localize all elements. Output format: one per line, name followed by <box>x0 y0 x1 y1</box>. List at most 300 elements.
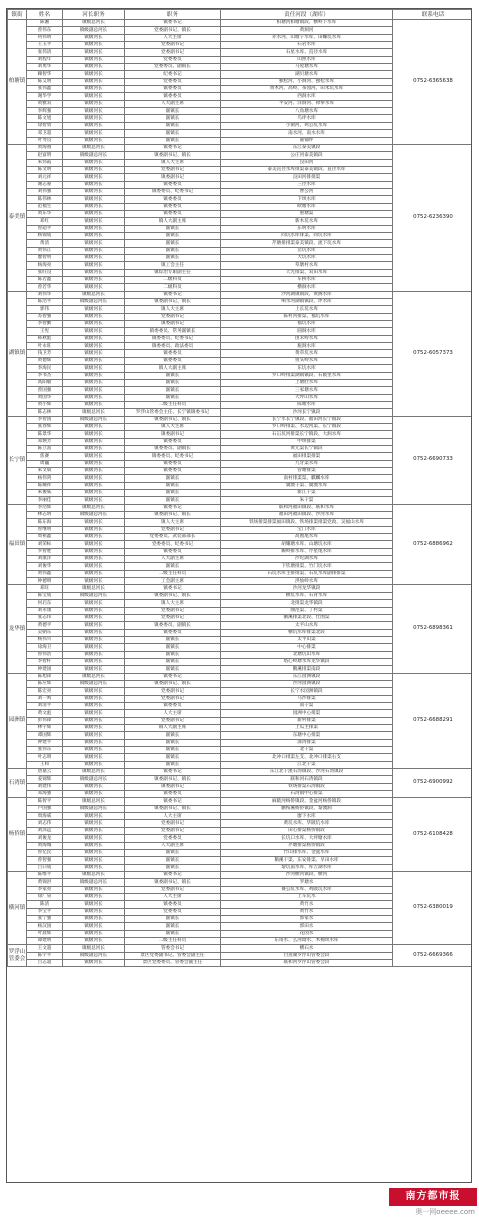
river-section-cell: 泰美直径水库排渠泰美镇段、直径水库 <box>221 166 393 173</box>
table-row <box>8 585 473 592</box>
river-section-cell: 北冲口排渠左支、北冲口排渠右支 <box>221 754 393 761</box>
chief-role-cell: 镇级河长 <box>63 651 125 658</box>
chief-role-cell: 镇级河长 <box>63 365 125 372</box>
name-cell: 黄东华 <box>27 210 63 217</box>
position-cell: 副镇长 <box>125 108 221 115</box>
river-section-cell: 郭田水 <box>221 923 393 930</box>
chief-role-cell: 镇级河长 <box>63 857 125 864</box>
chief-role-cell: 镇级河长 <box>63 475 125 482</box>
river-section-cell: 赤水河、山塘子水库、田螺坑水库 <box>221 34 393 41</box>
name-cell: 何启东 <box>27 600 63 607</box>
river-section-cell: 胡耀塘水库、山塘坑水库 <box>221 541 393 548</box>
name-cell: 陈立富 <box>27 445 63 452</box>
name-cell: 王玉平 <box>27 42 63 49</box>
name-cell: 黄锦洪 <box>27 879 63 886</box>
name-cell: 钟建平 <box>27 739 63 746</box>
chief-role-cell: 镇级河长 <box>63 269 125 276</box>
position-cell: 党委副书记 <box>125 526 221 533</box>
chief-role-cell: 镇级总河长 <box>63 798 125 805</box>
name-cell: 叶晨辉 <box>27 930 63 937</box>
table-row <box>8 20 473 27</box>
position-cell: 镇委委员、常务副镇长 <box>125 328 221 335</box>
position-cell: 人大副主席 <box>125 100 221 107</box>
chief-role-cell: 镇级河长 <box>63 343 125 350</box>
name-cell: 王文超 <box>27 945 63 952</box>
position-cell: 镇委副书记 <box>125 174 221 181</box>
chief-role-cell: 镇级河长 <box>63 820 125 827</box>
name-cell: 谢华学 <box>27 93 63 100</box>
town-cell: 泰美镇 <box>8 144 27 291</box>
chief-role-cell: 镇级副总河长 <box>63 879 125 886</box>
position-cell: 党委副书记、镇长 <box>125 27 221 34</box>
position-cell: 镇委书记 <box>125 504 221 511</box>
name-cell: 刘勇华 <box>27 64 63 71</box>
position-cell: 人大主席 <box>125 813 221 820</box>
river-section-cell: 横石水 <box>221 945 393 952</box>
chief-role-cell: 镇级河长 <box>63 34 125 41</box>
name-cell: 张春辉 <box>27 423 63 430</box>
river-section-cell: 九牙渠水库 <box>221 460 393 467</box>
river-section-cell: 下坝水库 <box>221 196 393 203</box>
header-town: 镇街 <box>8 10 27 20</box>
table-row <box>8 769 473 776</box>
position-cell: 副镇长 <box>125 761 221 768</box>
river-section-cell: 黄洞河 <box>221 27 393 34</box>
chief-role-cell: 镇级河长 <box>63 923 125 930</box>
position-cell: 副镇长 <box>125 636 221 643</box>
chief-role-cell: 镇级河长 <box>63 930 125 937</box>
name-cell: 罗智胜 <box>27 548 63 555</box>
chief-role-cell: 镇级河长 <box>63 835 125 842</box>
river-section-cell: 黄草坑水库 <box>221 350 393 357</box>
phone-cell: 0752-6669366 <box>393 945 473 967</box>
chief-role-cell: 镇级河长 <box>63 350 125 357</box>
name-cell: 朱伟霞 <box>27 159 63 166</box>
river-section-cell: 赖岭排水库、芹星尾水库 <box>221 548 393 555</box>
chief-role-cell: 镇级河长 <box>63 56 125 63</box>
position-cell: 镇委副书记、镇长 <box>125 776 221 783</box>
position-cell: 副镇长 <box>125 240 221 247</box>
position-cell: 镇委副书记、镇长 <box>125 592 221 599</box>
river-section-cell: 东角水、么河坳水、木棉坝水库 <box>221 937 393 944</box>
name-cell: 邓红 <box>27 218 63 225</box>
name-cell: 曾亿民 <box>27 849 63 856</box>
chief-role-cell: 镇级河长 <box>63 49 125 56</box>
town-cell: 横河镇 <box>8 871 27 944</box>
chief-role-cell: 镇级总河长 <box>63 144 125 151</box>
river-section-cell: 鹅溪干渠、东安排渠、早田水库 <box>221 857 393 864</box>
chief-role-cell: 镇级河长 <box>63 490 125 497</box>
chief-role-cell: 镇级河长 <box>63 188 125 195</box>
name-cell: 张旺良 <box>27 269 63 276</box>
river-section-cell: 三家塘水库 <box>221 387 393 394</box>
river-section-cell: 冀澳干渠、冀澳水库 <box>221 482 393 489</box>
chief-role-cell: 镇级河长 <box>63 702 125 709</box>
chief-role-cell: 镇级副总河长 <box>63 952 125 959</box>
chief-role-cell: 镇级总河长 <box>63 504 125 511</box>
name-cell: 刘程年 <box>27 56 63 63</box>
position-cell: 党委副书记 <box>125 49 221 56</box>
name-cell: 曾超平 <box>27 225 63 232</box>
name-cell: 刘建伟 <box>27 783 63 790</box>
name-cell: 黄雅双 <box>27 100 63 107</box>
name-cell: 李浩辉 <box>27 504 63 511</box>
town-cell: 湖镇镇 <box>8 291 27 416</box>
position-cell: 副镇长 <box>125 137 221 144</box>
name-cell: 黄海城 <box>27 842 63 849</box>
chief-role-cell: 镇级河长 <box>63 225 125 232</box>
chief-role-cell: 镇级河长 <box>63 196 125 203</box>
position-cell: 镇人大主席 <box>125 423 221 430</box>
position-cell: 镇委委员 <box>125 901 221 908</box>
name-cell: 李智国 <box>27 416 63 423</box>
chief-role-cell: 镇级河长 <box>63 614 125 621</box>
river-chief-table <box>7 9 472 967</box>
name-cell: 韩秋彪 <box>27 335 63 342</box>
name-cell: 刘伟强 <box>27 188 63 195</box>
chief-role-cell: 镇级河长 <box>63 541 125 548</box>
chief-role-cell: 镇级河长 <box>63 401 125 408</box>
name-cell: 刘荣标 <box>27 541 63 548</box>
name-cell: 陈湘 <box>27 20 63 27</box>
river-section-cell: 八角塘水库 <box>221 108 393 115</box>
position-cell: 镇委委员 <box>125 357 221 364</box>
river-section-cell: 黎坑南水库、库吉湖水库 <box>221 864 393 871</box>
river-section-cell: 东江园洲镇段 <box>221 673 393 680</box>
town-cell: 龙华镇 <box>8 585 27 673</box>
river-section-cell: 联和河罗浮山管委会段 <box>221 960 393 967</box>
position-cell: 党委副书记 <box>125 886 221 893</box>
chief-role-cell: 镇级河长 <box>63 445 125 452</box>
name-cell: 陈东海 <box>27 519 63 526</box>
position-cell: 镇委书记 <box>125 798 221 805</box>
name-cell: 杨伟剑 <box>27 475 63 482</box>
position-cell: 镇委副书记、镇长 <box>125 152 221 159</box>
chief-role-cell: 镇级河长 <box>63 313 125 320</box>
name-cell: 陈景华 <box>27 431 63 438</box>
name-cell: 吕曰成 <box>27 864 63 871</box>
town-cell: 杨侨镇 <box>8 798 27 871</box>
position-cell: 二级科员 <box>125 277 221 284</box>
chief-role-cell: 镇级副总河长 <box>63 776 125 783</box>
chief-role-cell: 镇级河长 <box>63 218 125 225</box>
river-section-cell: 大坑水库 <box>221 255 393 262</box>
river-section-cell: 东塘中心排渠 <box>221 732 393 739</box>
chief-role-cell: 镇级河长 <box>63 174 125 181</box>
river-section-cell: 小洞河、鸡公坑水库 <box>221 122 393 129</box>
river-section-cell: 洪仙岭水库 <box>221 578 393 585</box>
river-section-cell: 横坑水库排渠北段 <box>221 629 393 636</box>
river-section-cell: 赛公坑水库、鸡陂坑水库 <box>221 886 393 893</box>
name-cell: 李书杰 <box>27 372 63 379</box>
chief-role-cell: 镇级河长 <box>63 482 125 489</box>
river-section-cell: 南水河、南水水库 <box>221 130 393 137</box>
position-cell: 镇委委员 <box>125 438 221 445</box>
river-section-cell: 田心排渠杨侨镇段 <box>221 827 393 834</box>
river-section-cell: 福坑水库 <box>221 321 393 328</box>
chief-role-cell: 镇级河长 <box>63 159 125 166</box>
river-section-cell: 白莲湖罗浮山管委会段 <box>221 952 393 959</box>
chief-role-cell: 镇级河长 <box>63 93 125 100</box>
name-cell: 林宇辉 <box>27 725 63 732</box>
chief-role-cell: 镇级河长 <box>63 886 125 893</box>
position-cell: 副镇长 <box>125 394 221 401</box>
chief-role-cell: 镇级副总河长 <box>63 299 125 306</box>
phone-cell: 0752-6236390 <box>393 144 473 291</box>
river-section-cell: 园洲中心排渠 <box>221 710 393 717</box>
position-cell: 副镇长 <box>125 849 221 856</box>
river-section-cell: 福田河福田镇段、沙河水库 <box>221 512 393 519</box>
chief-role-cell: 镇级河长 <box>63 181 125 188</box>
position-cell: 副镇长 <box>125 255 221 262</box>
position-cell: 二级主任科员 <box>125 570 221 577</box>
position-cell: 副镇长 <box>125 915 221 922</box>
river-section-cell: 岳坑水库 <box>221 247 393 254</box>
name-cell: 刘永康 <box>27 607 63 614</box>
position-cell: 镇委书记 <box>125 585 221 592</box>
chief-role-cell: 镇级河长 <box>63 379 125 386</box>
chief-role-cell: 镇级河长 <box>63 335 125 342</box>
position-cell: 镇委副书记、镇长 <box>125 416 221 423</box>
table-row <box>8 945 473 952</box>
river-section-cell: 太平山水库 <box>221 622 393 629</box>
river-section-cell: 响水河湖镇镇段、坪水库 <box>221 299 393 306</box>
river-section-cell: 石冚坑河排渠长宁镇段、大洞水库 <box>221 431 393 438</box>
chief-role-cell: 镇级河长 <box>63 321 125 328</box>
position-cell: 镇委委员 <box>125 629 221 636</box>
position-cell: 党委副书记 <box>125 614 221 621</box>
position-cell: 镇委委员、纪委书记 <box>125 453 221 460</box>
chief-role-cell: 镇级河长 <box>63 791 125 798</box>
position-cell: 镇委委员、纪委书记 <box>125 335 221 342</box>
name-cell: 陈若鑫 <box>27 277 63 284</box>
position-cell: 镇委副书记 <box>125 321 221 328</box>
phone-cell: 0752-6898361 <box>393 585 473 673</box>
position-cell: 党委副书记 <box>125 695 221 702</box>
name-cell: 陈文明 <box>27 166 63 173</box>
river-section-cell: 铁场排渠排渠福田镇段、铁场排渠排渠党政、吴福山水库 <box>221 519 393 526</box>
river-section-cell: 南干渠 <box>221 702 393 709</box>
name-cell: 唐嘉云 <box>27 769 63 776</box>
river-section-cell: 郭家水 <box>221 915 393 922</box>
chief-role-cell: 镇级总河长 <box>63 291 125 298</box>
chief-role-cell: 镇级河长 <box>63 578 125 585</box>
name-cell: 刘康洋 <box>27 556 63 563</box>
position-cell: 镇委副书记、镇长 <box>125 805 221 812</box>
chief-role-cell: 镇级河长 <box>63 240 125 247</box>
chief-role-cell: 镇级副总河长 <box>63 805 125 812</box>
name-cell: 谭建明 <box>27 937 63 944</box>
table-row <box>8 504 473 511</box>
chief-role-cell: 镇级河长 <box>63 137 125 144</box>
chief-role-cell: 镇级河长 <box>63 247 125 254</box>
river-section-cell: 沙河园洲镇段 <box>221 680 393 687</box>
name-cell: 邓焕芳 <box>27 438 63 445</box>
position-cell: 党委委员 <box>125 835 221 842</box>
position-cell: 镇人大主席 <box>125 600 221 607</box>
river-section-cell: 山照水库 <box>221 56 393 63</box>
river-section-cell: 同坑水库排渠、同坑水库 <box>221 232 393 239</box>
chief-role-cell: 镇级河长 <box>63 467 125 474</box>
chief-role-cell: 镇级河长 <box>63 130 125 137</box>
phone-cell: 0752-6688291 <box>393 673 473 768</box>
position-cell: 人大主席 <box>125 710 221 717</box>
table-header-row <box>8 10 473 20</box>
river-section-cell: 陈塘水库 <box>221 401 393 408</box>
river-section-cell: 塔心岭塘水库龙华镇段 <box>221 658 393 665</box>
name-cell: 李海民 <box>27 365 63 372</box>
name-cell: 高阳敏 <box>27 379 63 386</box>
river-section-cell: 黄木河、高岭、茶园河、田米坑水库 <box>221 86 393 93</box>
river-section-cell: 横洞水库 <box>221 284 393 291</box>
town-cell: 石湾镇 <box>8 769 27 798</box>
position-cell: 人大副主席 <box>125 842 221 849</box>
chief-role-cell: 镇级河长 <box>63 306 125 313</box>
position-cell: 党委委员 <box>125 908 221 915</box>
name-cell: 刘俊龙 <box>27 835 63 842</box>
river-section-cell: 独松河、小洞河、独松水库 <box>221 78 393 85</box>
name-cell: 周祖鑫 <box>27 534 63 541</box>
position-cell: 副镇长 <box>125 739 221 746</box>
position-cell: 副镇长 <box>125 864 221 871</box>
river-section-cell: 曲范渠、丁村渠 <box>221 607 393 614</box>
chief-role-cell: 镇级河长 <box>63 86 125 93</box>
chief-role-cell: 镇级河长 <box>63 710 125 717</box>
chief-role-cell: 镇级副总河长 <box>63 416 125 423</box>
name-cell: 刘清平 <box>27 702 63 709</box>
name-cell: 李丽佳 <box>27 497 63 504</box>
name-cell: 张志伟 <box>27 614 63 621</box>
name-cell: 邓卫超 <box>27 130 63 137</box>
name-cell: 苏智强 <box>27 313 63 320</box>
table-body <box>8 20 473 967</box>
name-cell: 李智勤 <box>27 321 63 328</box>
river-section-cell: 鹏桉溪杨侨镇段、黎澳洞 <box>221 805 393 812</box>
name-cell: 刘志伟 <box>27 820 63 827</box>
name-cell: 黄德平 <box>27 622 63 629</box>
chief-role-cell: 镇级河长 <box>63 717 125 724</box>
chief-role-cell: 镇级河长 <box>63 460 125 467</box>
position-cell: 党委委员 <box>125 56 221 63</box>
position-cell: 党委委员、纪委书记 <box>125 541 221 548</box>
position-cell: 党委副书记 <box>125 820 221 827</box>
chief-role-cell: 镇级总河长 <box>63 20 125 27</box>
name-cell: 徐海卫 <box>27 644 63 651</box>
name-cell: 曾伟浩 <box>27 651 63 658</box>
name-cell: 李辉强 <box>27 108 63 115</box>
chief-role-cell: 镇级河长 <box>63 908 125 915</box>
name-cell: 谢志豪 <box>27 181 63 188</box>
name-cell: 张宁强 <box>27 915 63 922</box>
name-cell: 谭国辉 <box>27 732 63 739</box>
river-section-cell: 石岩水库 <box>221 42 393 49</box>
river-section-cell: 福田排渠排渠 <box>221 453 393 460</box>
position-cell: 镇委委员 <box>125 181 221 188</box>
chief-role-cell: 镇级河长 <box>63 622 125 629</box>
chief-role-cell: 镇级河长 <box>63 600 125 607</box>
river-section-cell: 草塘村水库 <box>221 262 393 269</box>
chief-role-cell: 镇级河长 <box>63 732 125 739</box>
name-cell: 钟建国 <box>27 666 63 673</box>
chief-role-cell: 镇级总河长 <box>63 673 125 680</box>
river-section-cell: 新江干渠 <box>221 490 393 497</box>
chief-role-cell: 镇级河长 <box>63 431 125 438</box>
chief-role-cell: 镇级河长 <box>63 284 125 291</box>
name-cell: 黄文彪 <box>27 710 63 717</box>
newspaper-logo: 南方都市报 <box>389 1188 477 1206</box>
chief-role-cell: 镇级河长 <box>63 761 125 768</box>
position-cell: 党委委员、武装部部长 <box>125 534 221 541</box>
position-cell: 副镇长 <box>125 130 221 137</box>
position-cell: 副镇长 <box>125 857 221 864</box>
position-cell: 副镇长 <box>125 644 221 651</box>
river-section-cell: 朱干渠 <box>221 497 393 504</box>
river-section-cell: 廖下水库 <box>221 813 393 820</box>
chief-role-cell: 镇级河长 <box>63 725 125 732</box>
position-cell: 镇委副书记、镇长 <box>125 512 221 519</box>
chief-role-cell: 镇级河长 <box>63 277 125 284</box>
river-section-cell: 圆洞水库 <box>221 328 393 335</box>
name-cell: 曾智强 <box>27 857 63 864</box>
river-section-cell: 马屋塘水库 <box>221 64 393 71</box>
position-cell: 副镇长 <box>125 497 221 504</box>
chief-role-cell: 镇级河长 <box>63 232 125 239</box>
name-cell: 邓海强 <box>27 791 63 798</box>
river-section-cell: 黄竹水 <box>221 901 393 908</box>
river-section-cell: 良田河排排渠 <box>221 174 393 181</box>
river-section-cell: 联和河福田镇段、联和水库 <box>221 504 393 511</box>
chief-role-cell: 镇级河长 <box>63 783 125 790</box>
chief-role-cell: 镇级河长 <box>63 328 125 335</box>
river-section-cell: 欧塘水库 <box>221 203 393 210</box>
position-cell: 副镇长 <box>125 666 221 673</box>
river-section-cell: 瓶洞水库 <box>221 343 393 350</box>
chief-role-cell: 镇级河长 <box>63 666 125 673</box>
position-cell: 镇综治专职副主任 <box>125 269 221 276</box>
name-cell: 周巍 <box>27 460 63 467</box>
chief-role-cell: 镇级总河长 <box>63 769 125 776</box>
chief-role-cell: 镇级河长 <box>63 739 125 746</box>
river-section-cell: 三径水库 <box>221 181 393 188</box>
position-cell: 副镇长 <box>125 754 221 761</box>
name-cell: 杨汉国 <box>27 923 63 930</box>
river-section-cell: 西洞水库 <box>221 93 393 100</box>
river-section-cell: 深湾排渠 <box>221 739 393 746</box>
table-row <box>8 871 473 878</box>
chief-role-cell: 镇级河长 <box>63 842 125 849</box>
river-section-cell: 麻陂河杨侨镇段、金盆河杨侨镇段 <box>221 798 393 805</box>
position-cell: 副镇长 <box>125 923 221 930</box>
name-cell: 陈浩平 <box>27 299 63 306</box>
position-cell: 党委副书记 <box>125 166 221 173</box>
position-cell: 镇委委员、副镇长 <box>125 622 221 629</box>
river-section-cell: 曹公河 <box>221 188 393 195</box>
river-chief-table-container <box>6 8 472 1183</box>
position-cell: 副镇长 <box>125 490 221 497</box>
river-section-cell: 宝门水库 <box>221 526 393 533</box>
position-cell: 副镇长 <box>125 122 221 129</box>
river-section-cell: 北排渠龙华镇段 <box>221 600 393 607</box>
chief-role-cell: 镇级河长 <box>63 423 125 430</box>
name-cell: 刘俊华 <box>27 563 63 570</box>
position-cell: 副镇长 <box>125 379 221 386</box>
name-cell: 陈宏亮 <box>27 688 63 695</box>
name-cell: 刘一鸣 <box>27 695 63 702</box>
river-section-cell: 长宁水园洲镇段 <box>221 688 393 695</box>
river-section-cell: 东明水库 <box>221 225 393 232</box>
name-cell: 杨伟兴 <box>27 636 63 643</box>
chief-role-cell: 镇级总河长 <box>63 409 125 416</box>
